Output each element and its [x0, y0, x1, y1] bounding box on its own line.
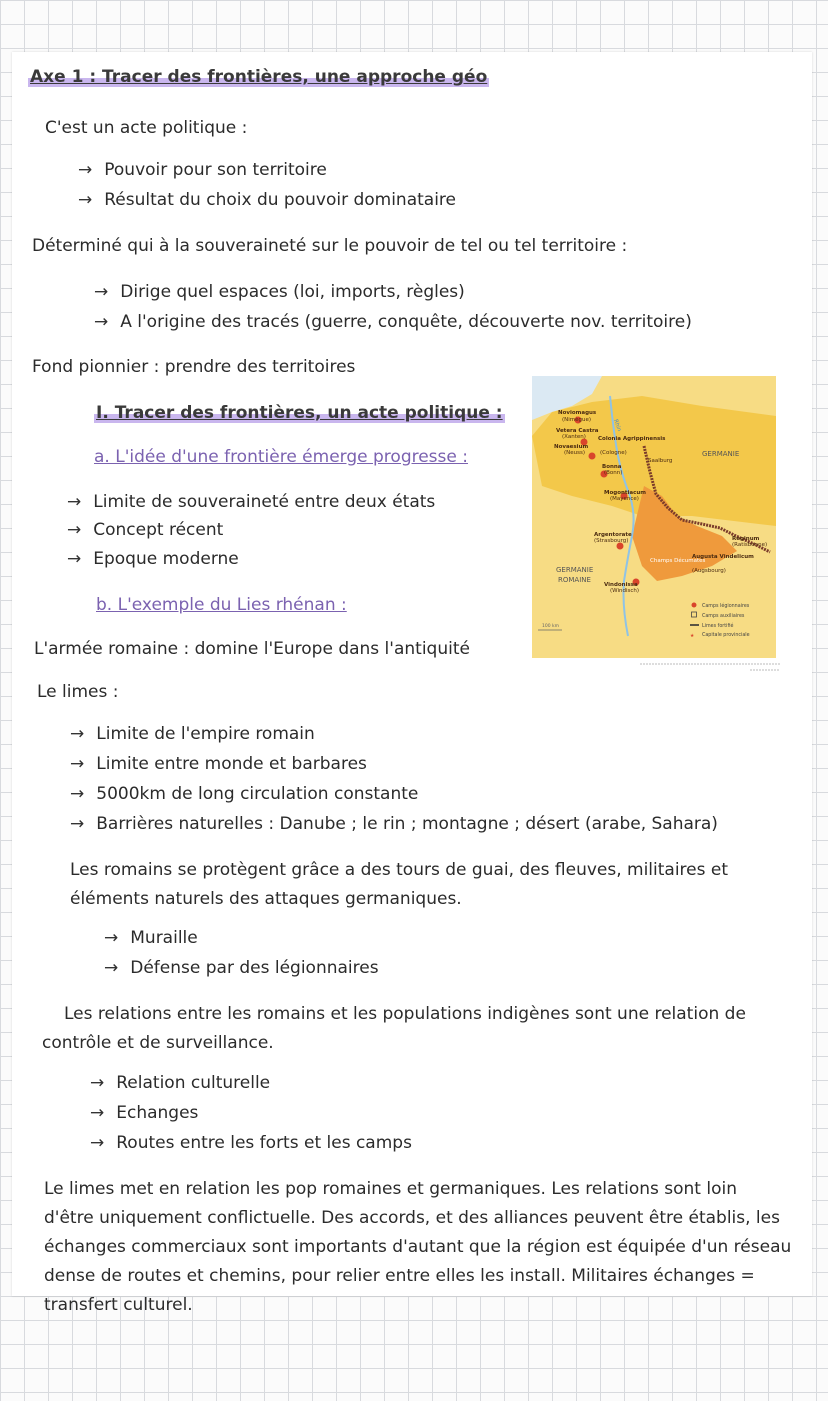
- text-line: Le limes :: [37, 682, 119, 702]
- zone-label: Champs Décumates: [650, 558, 706, 564]
- subheading-a: a. L'idée d'une frontière émerge progresse :: [94, 447, 468, 467]
- city-label: Bonna: [602, 464, 622, 470]
- list-item: → Dirige quel espaces (loi, imports, règles): [94, 281, 465, 303]
- list-item: → Résultat du choix du pouvoir dominataire: [78, 189, 456, 211]
- city-modern: (Windisch): [610, 588, 640, 594]
- list-item: → Barrières naturelles : Danube ; le rin ; montagne ; désert (arabe, Sahara): [70, 813, 718, 835]
- list-item: → Défense par des légionnaires: [104, 957, 379, 979]
- city-modern: (Strasbourg): [594, 538, 629, 544]
- city-modern: (Ratisbonne): [732, 542, 768, 548]
- list-item: → Limite de souveraineté entre deux états: [67, 491, 435, 513]
- legend-item: Limes fortifié: [702, 624, 734, 629]
- city-label: Reginum: [732, 536, 760, 542]
- city-label: Mogontiacum: [604, 490, 647, 496]
- map-credit: [640, 660, 780, 674]
- intro-line: C'est un acte politique :: [45, 118, 248, 138]
- city-label: Argentorate: [594, 532, 632, 538]
- list-item: → Relation culturelle: [90, 1072, 270, 1094]
- paragraph: Le limes met en relation les pop romaines et germaniques. Les relations sont loin d'être uniquement conflictuelle. Des accords, et des alliances peuvent être établis, les échanges commerciaux sont importants d'autant que la région est équipée d'un réseau dense de routes et chemins, pour relier entre elles les install. Militaires échanges = transfert culturel.: [44, 1179, 792, 1315]
- list-item: → 5000km de long circulation constante: [70, 783, 418, 805]
- section-heading: I. Tracer des frontières, un acte politique :: [96, 403, 503, 423]
- city-label: Vetera Castra: [556, 428, 599, 434]
- city-label: Augusta Vindelicum: [692, 554, 754, 560]
- city-label: Vindonissa: [604, 582, 638, 588]
- subheading-b: b. L'exemple du Lies rhénan :: [96, 595, 347, 615]
- list-item: → Epoque moderne: [67, 548, 239, 570]
- list-item: → Muraille: [104, 927, 198, 949]
- city-modern: (Bonn): [604, 470, 623, 476]
- paragraph: Les relations entre les romains et les populations indigènes sont une relation de contrôle et de surveillance.: [42, 1004, 746, 1053]
- list-item: → Limite de l'empire romain: [70, 723, 315, 745]
- region-label: GERMANIE: [556, 566, 594, 574]
- star-icon: ★: [690, 634, 695, 639]
- city-modern: (Neuss): [564, 450, 586, 456]
- legend-item: Capitale provinciale: [702, 633, 750, 638]
- city-label: Colonia Agrippinensis: [598, 436, 666, 442]
- page-title: Axe 1 : Tracer des frontières, une approche géo: [30, 67, 488, 87]
- place-label: Saalburg: [648, 458, 673, 464]
- river-label: Rhin: [612, 418, 622, 433]
- city-modern: (Cologne): [600, 450, 627, 456]
- city-label: Noviomagus: [558, 410, 597, 416]
- city-modern: (Mayence): [610, 496, 639, 502]
- city-modern: (Xanten): [562, 434, 586, 440]
- scale-label: 100 km: [542, 624, 560, 629]
- region-label: ROMAINE: [558, 576, 591, 584]
- list-item: → Limite entre monde et barbares: [70, 753, 367, 775]
- text-line: Fond pionnier : prendre des territoires: [32, 357, 356, 377]
- list-item: → A l'origine des tracés (guerre, conquête, découverte nov. territoire): [94, 311, 692, 333]
- city-modern: (Nimègue): [562, 417, 592, 423]
- limes-map: [532, 376, 776, 658]
- list-item: → Echanges: [90, 1102, 198, 1124]
- region-label: GERMANIE: [702, 450, 740, 458]
- city-modern: (Augsbourg): [692, 568, 726, 574]
- legend-item: Camps légionnaires: [702, 604, 750, 609]
- text-line: L'armée romaine : domine l'Europe dans l'antiquité: [34, 639, 470, 659]
- list-item: → Concept récent: [67, 519, 223, 541]
- text-line: Déterminé qui à la souveraineté sur le pouvoir de tel ou tel territoire :: [32, 236, 628, 256]
- paragraph: Les romains se protègent grâce a des tours de guai, des fleuves, militaires et éléments naturels des attaques germaniques.: [70, 860, 729, 909]
- city-label: Novaesium: [554, 444, 589, 450]
- legend-item: Camps auxiliaires: [702, 614, 745, 619]
- list-item: → Routes entre les forts et les camps: [90, 1132, 412, 1154]
- legend-swatch: [692, 603, 697, 608]
- camp-marker: [589, 453, 596, 460]
- list-item: → Pouvoir pour son territoire: [78, 159, 327, 181]
